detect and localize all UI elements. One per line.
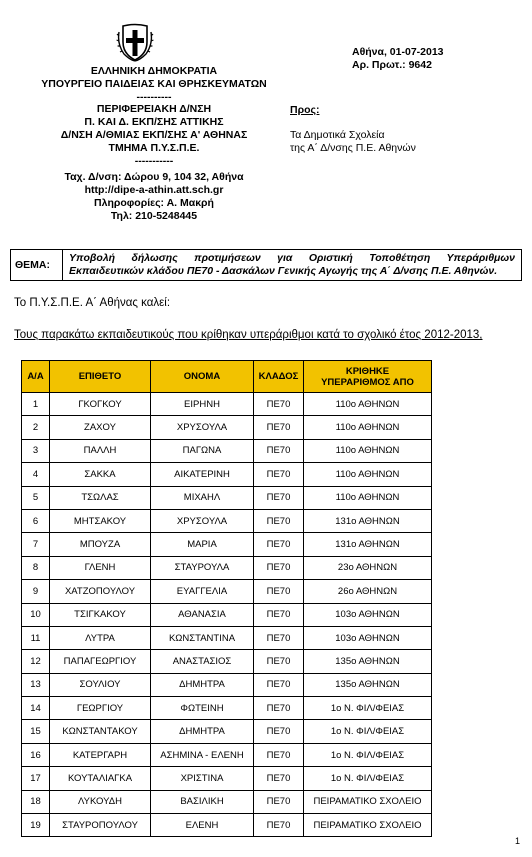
- directorate-line-2: Π. ΚΑΙ Δ. ΕΚΠ/ΣΗΣ ΑΤΤΙΚΗΣ: [84, 116, 224, 129]
- table-row: [22, 790, 432, 813]
- row-number-cell: 8: [22, 556, 50, 579]
- surplus-school-cell: 110ο ΑΘΗΝΩΝ: [304, 463, 432, 486]
- row-number-cell: 10: [22, 603, 50, 626]
- department-name: ΤΜΗΜΑ Π.Υ.Σ.Π.Ε.: [108, 141, 200, 154]
- first-name-cell: ΚΩΝΣΤΑΝΤΙΝΑ: [151, 626, 254, 649]
- subject-box: [10, 249, 522, 281]
- branch-cell: ΠΕ70: [254, 790, 304, 813]
- surname-cell: ΠΑΛΛΗ: [50, 439, 151, 462]
- surplus-school-cell: 26ο ΑΘΗΝΩΝ: [304, 580, 432, 603]
- row-number-cell: 3: [22, 439, 50, 462]
- table-row: [22, 814, 432, 837]
- branch-cell: ΠΕ70: [254, 767, 304, 790]
- surname-cell: ΛΥΤΡΑ: [50, 626, 151, 649]
- first-name-cell: ΠΑΓΩΝΑ: [151, 439, 254, 462]
- table-row: [22, 603, 432, 626]
- surname-cell: ΤΣΙΓΚΑΚΟΥ: [50, 603, 151, 626]
- first-name-cell: ΑΘΑΝΑΣΙΑ: [151, 603, 254, 626]
- surname-cell: ΓΚΟΓΚΟΥ: [50, 393, 151, 416]
- column-header-name: ΟΝΟΜΑ: [151, 361, 254, 393]
- branch-cell: ΠΕ70: [254, 556, 304, 579]
- subject-label: ΘΕΜΑ:: [11, 250, 63, 280]
- row-number-cell: 5: [22, 486, 50, 509]
- first-name-cell: ΕΙΡΗΝΗ: [151, 393, 254, 416]
- surplus-school-cell: 110ο ΑΘΗΝΩΝ: [304, 393, 432, 416]
- surname-cell: ΠΑΠΑΓΕΩΡΓΙΟΥ: [50, 650, 151, 673]
- branch-cell: ΠΕ70: [254, 509, 304, 532]
- greek-coat-of-arms-icon: [116, 22, 154, 62]
- first-name-cell: ΕΥΑΓΓΕΛΙΑ: [151, 580, 254, 603]
- branch-cell: ΠΕ70: [254, 673, 304, 696]
- row-number-cell: 12: [22, 650, 50, 673]
- surplus-school-cell: 1ο Ν. ΦΙΛ/ΦΕΙΑΣ: [304, 743, 432, 766]
- issuer-header: [40, 65, 268, 223]
- document-date: Αθήνα, 01-07-2013: [352, 46, 444, 58]
- phone-number: Τηλ: 210-5248445: [110, 209, 198, 222]
- republic-title: ΕΛΛΗΝΙΚΗ ΔΗΜΟΚΡΑΤΙΑ: [90, 65, 218, 77]
- surplus-school-cell: 103ο ΑΘΗΝΩΝ: [304, 603, 432, 626]
- table-row: [22, 509, 432, 532]
- branch-cell: ΠΕ70: [254, 416, 304, 439]
- table-row: [22, 650, 432, 673]
- surname-cell: ΖΑΧΟΥ: [50, 416, 151, 439]
- first-name-cell: ΧΡΥΣΟΥΛΑ: [151, 509, 254, 532]
- recipients-title: Προς:: [290, 104, 320, 116]
- contact-info: Πληροφορίες: Α. Μακρή: [94, 196, 214, 209]
- subject-line-1: Υποβολή δήλωσης προτιμήσεων για Οριστική Τοποθέτηση Υπεράριθμων: [69, 252, 515, 264]
- table-row: [22, 463, 432, 486]
- surname-cell: ΚΑΤΕΡΓΑΡΗ: [50, 743, 151, 766]
- protocol-number: Αρ. Πρωτ.: 9642: [352, 59, 432, 71]
- column-header-surname: ΕΠΙΘΕΤΟ: [50, 361, 151, 393]
- row-number-cell: 9: [22, 580, 50, 603]
- directorate-line-1: ΠΕΡΙΦΕΡΕΙΑΚΗ Δ/ΝΣΗ: [96, 103, 212, 116]
- website-link[interactable]: http://dipe-a-athin.att.sch.gr: [84, 184, 224, 197]
- row-number-cell: 14: [22, 697, 50, 720]
- table-row: [22, 556, 432, 579]
- row-number-cell: 15: [22, 720, 50, 743]
- surplus-school-cell: 131ο ΑΘΗΝΩΝ: [304, 533, 432, 556]
- first-name-cell: ΧΡΥΣΟΥΛΑ: [151, 416, 254, 439]
- row-number-cell: 2: [22, 416, 50, 439]
- row-number-cell: 1: [22, 393, 50, 416]
- branch-cell: ΠΕ70: [254, 580, 304, 603]
- first-name-cell: ΔΗΜΗΤΡΑ: [151, 720, 254, 743]
- intro-text: Το Π.Υ.Σ.Π.Ε. Α΄ Αθήνας καλεί:: [14, 297, 171, 309]
- table-row: [22, 743, 432, 766]
- surplus-school-cell: 110ο ΑΘΗΝΩΝ: [304, 416, 432, 439]
- table-row: [22, 697, 432, 720]
- surplus-teachers-table: [21, 360, 432, 837]
- surname-cell: ΚΟΥΤΑΛΙΑΓΚΑ: [50, 767, 151, 790]
- first-name-cell: ΧΡΙΣΤΙΝΑ: [151, 767, 254, 790]
- row-number-cell: 4: [22, 463, 50, 486]
- table-header-row: [22, 361, 432, 393]
- surplus-school-cell: ΠΕΙΡΑΜΑΤΙΚΟ ΣΧΟΛΕΙΟ: [304, 814, 432, 837]
- column-header-surplus-from: ΚΡΙΘΗΚΕ ΥΠΕΡΑΡΙΘΜΟΣ ΑΠΟ: [304, 361, 432, 393]
- surplus-school-cell: 23ο ΑΘΗΝΩΝ: [304, 556, 432, 579]
- branch-cell: ΠΕ70: [254, 533, 304, 556]
- surname-cell: ΚΩΝΣΤΑΝΤΑΚΟΥ: [50, 720, 151, 743]
- first-name-cell: ΔΗΜΗΤΡΑ: [151, 673, 254, 696]
- branch-cell: ΠΕ70: [254, 439, 304, 462]
- row-number-cell: 18: [22, 790, 50, 813]
- page-number: 1: [515, 836, 521, 846]
- table-row: [22, 416, 432, 439]
- surname-cell: ΓΛΕΝΗ: [50, 556, 151, 579]
- surplus-school-cell: 1ο Ν. ΦΙΛ/ΦΕΙΑΣ: [304, 697, 432, 720]
- date-protocol-block: [352, 46, 444, 72]
- first-name-cell: ΑΙΚΑΤΕΡΙΝΗ: [151, 463, 254, 486]
- branch-cell: ΠΕ70: [254, 463, 304, 486]
- table-row: [22, 393, 432, 416]
- surplus-school-cell: 1ο Ν. ΦΙΛ/ΦΕΙΑΣ: [304, 767, 432, 790]
- row-number-cell: 7: [22, 533, 50, 556]
- row-number-cell: 16: [22, 743, 50, 766]
- surname-cell: ΤΣΩΛΑΣ: [50, 486, 151, 509]
- surname-cell: ΣΤΑΥΡΟΠΟΥΛΟΥ: [50, 814, 151, 837]
- recipients-line-1: Τα Δημοτικά Σχολεία: [290, 129, 385, 141]
- surplus-school-cell: ΠΕΙΡΑΜΑΤΙΚΟ ΣΧΟΛΕΙΟ: [304, 790, 432, 813]
- first-name-cell: ΒΑΣΙΛΙΚΗ: [151, 790, 254, 813]
- first-name-cell: ΦΩΤΕΙΝΗ: [151, 697, 254, 720]
- surplus-school-cell: 135ο ΑΘΗΝΩΝ: [304, 673, 432, 696]
- row-number-cell: 6: [22, 509, 50, 532]
- column-header-branch: ΚΛΑΔΟΣ: [254, 361, 304, 393]
- branch-cell: ΠΕ70: [254, 814, 304, 837]
- surplus-school-cell: 103ο ΑΘΗΝΩΝ: [304, 626, 432, 649]
- surplus-school-cell: 1ο Ν. ΦΙΛ/ΦΕΙΑΣ: [304, 720, 432, 743]
- surplus-school-cell: 110ο ΑΘΗΝΩΝ: [304, 439, 432, 462]
- branch-cell: ΠΕ70: [254, 720, 304, 743]
- row-number-cell: 13: [22, 673, 50, 696]
- first-name-cell: ΑΝΑΣΤΑΣΙΟΣ: [151, 650, 254, 673]
- table-row: [22, 486, 432, 509]
- recipients-line-2: της Α΄ Δ/νσης Π.Ε. Αθηνών: [290, 142, 416, 154]
- branch-cell: ΠΕ70: [254, 697, 304, 720]
- table-row: [22, 533, 432, 556]
- surplus-school-cell: 135ο ΑΘΗΝΩΝ: [304, 650, 432, 673]
- surplus-school-cell: 131ο ΑΘΗΝΩΝ: [304, 509, 432, 532]
- subject-text: [63, 250, 521, 280]
- first-name-cell: ΑΣΗΜΙΝΑ - ΕΛΕΝΗ: [151, 743, 254, 766]
- surname-cell: ΧΑΤΖΟΠΟΥΛΟΥ: [50, 580, 151, 603]
- surname-cell: ΓΕΩΡΓΙΟΥ: [50, 697, 151, 720]
- table-row: [22, 720, 432, 743]
- surname-cell: ΣΟΥΛΙΟΥ: [50, 673, 151, 696]
- postal-address: Ταχ. Δ/νση: Δώρου 9, 104 32, Αθήνα: [64, 171, 244, 184]
- header-separator: ----------: [136, 90, 172, 103]
- branch-cell: ΠΕ70: [254, 650, 304, 673]
- branch-cell: ΠΕ70: [254, 393, 304, 416]
- branch-cell: ΠΕ70: [254, 486, 304, 509]
- first-name-cell: ΜΙΧΑΗΛ: [151, 486, 254, 509]
- first-name-cell: ΣΤΑΥΡΟΥΛΑ: [151, 556, 254, 579]
- ministry-title: ΥΠΟΥΡΓΕΙΟ ΠΑΙΔΕΙΑΣ ΚΑΙ ΘΡΗΣΚΕΥΜΑΤΩΝ: [41, 77, 267, 90]
- surname-cell: ΛΥΚΟΥΔΗ: [50, 790, 151, 813]
- surname-cell: ΜΠΟΥΖΑ: [50, 533, 151, 556]
- table-row: [22, 580, 432, 603]
- row-number-cell: 17: [22, 767, 50, 790]
- recipients-block: [290, 104, 416, 155]
- first-name-cell: ΜΑΡΙΑ: [151, 533, 254, 556]
- table-row: [22, 673, 432, 696]
- directorate-line-3: Δ/ΝΣΗ Α/ΘΜΙΑΣ ΕΚΠ/ΣΗΣ Α' ΑΘΗΝΑΣ: [60, 128, 248, 141]
- branch-cell: ΠΕ70: [254, 626, 304, 649]
- surplus-school-cell: 110ο ΑΘΗΝΩΝ: [304, 486, 432, 509]
- table-row: [22, 439, 432, 462]
- branch-cell: ΠΕ70: [254, 743, 304, 766]
- table-row: [22, 767, 432, 790]
- row-number-cell: 19: [22, 814, 50, 837]
- first-name-cell: ΕΛΕΝΗ: [151, 814, 254, 837]
- row-number-cell: 11: [22, 626, 50, 649]
- surname-cell: ΣΑΚΚΑ: [50, 463, 151, 486]
- branch-cell: ΠΕ70: [254, 603, 304, 626]
- subject-line-2: Εκπαιδευτικών κλάδου ΠΕ70 - Δασκάλων Γενικής Αγωγής της Α΄ Δ/νσης Π.Ε. Αθηνών.: [69, 265, 498, 277]
- header-separator-2: -----------: [134, 154, 174, 167]
- column-header-aa: Α/Α: [22, 361, 50, 393]
- table-row: [22, 626, 432, 649]
- surname-cell: ΜΗΤΣΑΚΟΥ: [50, 509, 151, 532]
- list-title: Τους παρακάτω εκπαιδευτικούς που κρίθηκαν υπεράριθμοι κατά το σχολικό έτος 2012-2013,: [14, 329, 483, 341]
